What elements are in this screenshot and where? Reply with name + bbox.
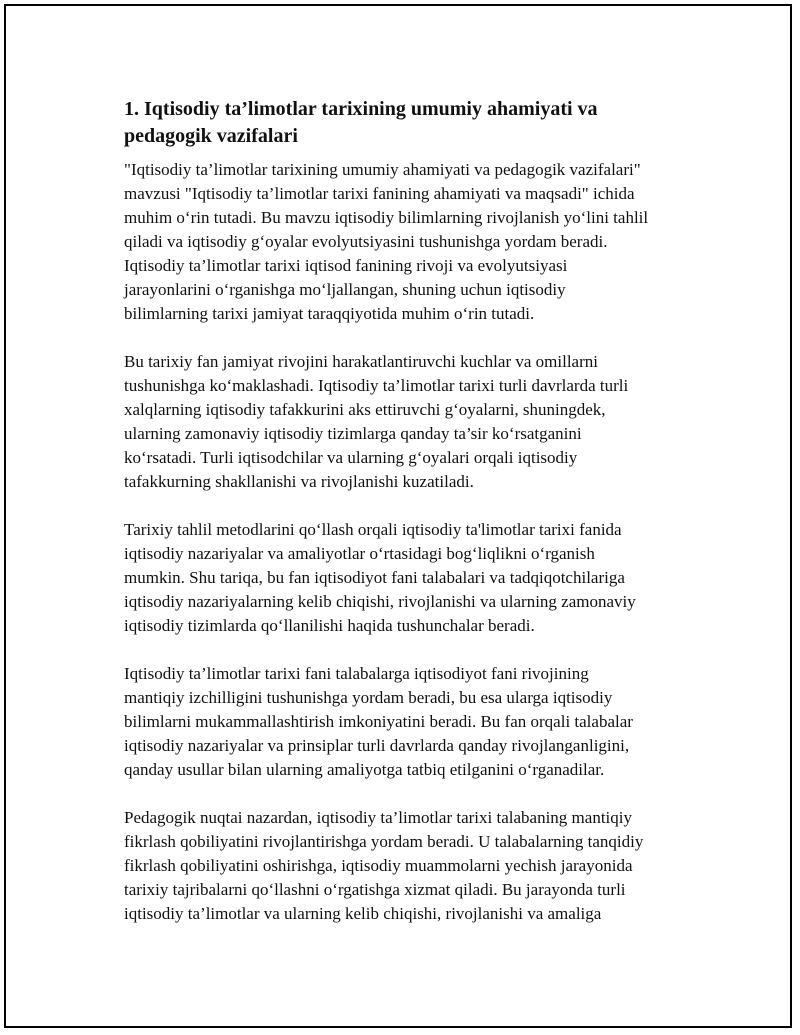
text-line: ularning zamonaviy iqtisodiy tizimlarga qanday ta’sir ko‘rsatganini <box>124 424 582 443</box>
text-line: iqtisodiy nazariyalarning kelib chiqishi, rivojlanishi va ularning zamonaviy <box>124 592 636 611</box>
text-line: bilimlarni mukammallashtirish imkoniyatini beradi. Bu fan orqali talabalar <box>124 712 633 731</box>
text-line: muhim o‘rin tutadi. Bu mavzu iqtisodiy bilimlarning rivojlanish yo‘lini tahlil <box>124 208 649 227</box>
text-line: qanday usullar bilan ularning amaliyotga tatbiq etilganini o‘rganadilar. <box>124 760 605 779</box>
text-line: jarayonlarini o‘rganishga mo‘ljallangan, shuning uchun iqtisodiy <box>124 280 566 299</box>
text-line: tafakkurning shakllanishi va rivojlanishi kuzatiladi. <box>124 472 474 491</box>
text-line: ko‘rsatadi. Turli iqtisodchilar va ularning g‘oyalari orqali iqtisodiy <box>124 448 578 467</box>
paragraph-1 <box>124 158 702 326</box>
text-line: Iqtisodiy ta’limotlar tarixi fani talabalarga iqtisodiyot fani rivojining <box>124 664 589 683</box>
text-line: bilimlarning tarixi jamiyat taraqqiyotida muhim o‘rin tutadi. <box>124 304 535 323</box>
document-body <box>124 96 702 950</box>
text-line: iqtisodiy tizimlarda qo‘llanilishi haqida tushunchalar beradi. <box>124 616 535 635</box>
text-line: iqtisodiy nazariyalar va amaliyotlar o‘rtasidagi bog‘liqlikni o‘rganish <box>124 544 595 563</box>
section-title <box>124 96 702 150</box>
text-line: mumkin. Shu tariqa, bu fan iqtisodiyot fani talabalari va tadqiqotchilariga <box>124 568 625 587</box>
text-line: iqtisodiy nazariyalar va prinsiplar turli davrlarda qanday rivojlanganligini, <box>124 736 630 755</box>
text-line: xalqlarning iqtisodiy tafakkurini aks ettiruvchi g‘oyalarni, shuningdek, <box>124 400 606 419</box>
text-line: Pedagogik nuqtai nazardan, iqtisodiy ta’limotlar tarixi talabaning mantiqiy <box>124 808 632 827</box>
text-line: iqtisodiy ta’limotlar va ularning kelib chiqishi, rivojlanishi va amaliga <box>124 904 602 923</box>
text-line: mavzusi "Iqtisodiy ta’limotlar tarixi fanining ahamiyati va maqsadi" ichida <box>124 184 635 203</box>
paragraph-2 <box>124 350 702 494</box>
text-line: fikrlash qobiliyatini oshirishga, iqtisodiy muammolarni yechish jarayonida <box>124 856 633 875</box>
paragraph-4 <box>124 662 702 782</box>
page-frame <box>4 4 792 1028</box>
text-line: Bu tarixiy fan jamiyat rivojini harakatlantiruvchi kuchlar va omillarni <box>124 352 598 371</box>
text-line: "Iqtisodiy ta’limotlar tarixining umumiy ahamiyati va pedagogik vazifalari" <box>124 160 641 179</box>
text-line: Tarixiy tahlil metodlarini qo‘llash orqali iqtisodiy ta'limotlar tarixi fanida <box>124 520 622 539</box>
text-line: mantiqiy izchilligini tushunishga yordam beradi, bu esa ularga iqtisodiy <box>124 688 613 707</box>
paragraph-3 <box>124 518 702 638</box>
paragraph-5 <box>124 806 702 926</box>
text-line: tushunishga ko‘maklashadi. Iqtisodiy ta’limotlar tarixi turli davrlarda turli <box>124 376 629 395</box>
text-line: fikrlash qobiliyatini rivojlantirishga yordam beradi. U talabalarning tanqidiy <box>124 832 644 851</box>
text-line: Iqtisodiy ta’limotlar tarixi iqtisod fanining rivoji va evolyutsiyasi <box>124 256 568 275</box>
title-line: pedagogik vazifalari <box>124 125 298 147</box>
text-line: tarixiy tajribalarni qo‘llashni o‘rgatishga xizmat qiladi. Bu jarayonda turli <box>124 880 626 899</box>
title-line: 1. Iqtisodiy ta’limotlar tarixining umumiy ahamiyati va <box>124 98 598 120</box>
text-line: qiladi va iqtisodiy g‘oyalar evolyutsiyasini tushunishga yordam beradi. <box>124 232 608 251</box>
